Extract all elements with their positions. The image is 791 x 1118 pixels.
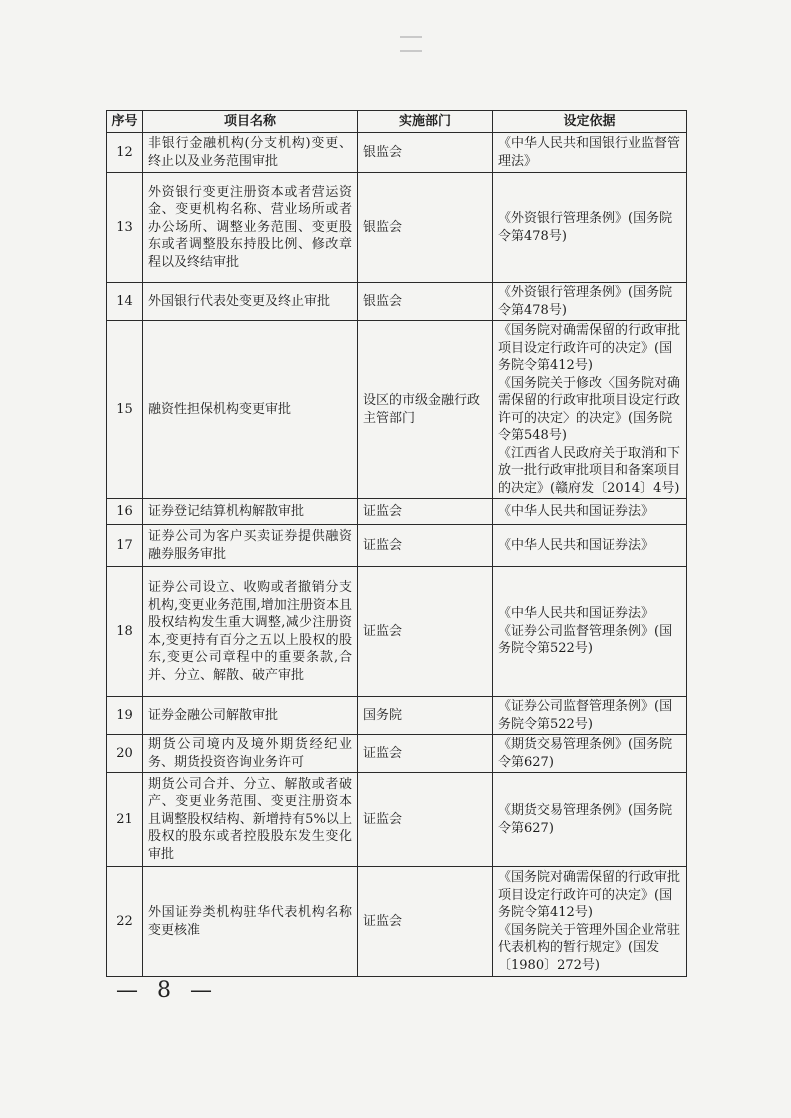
implementing-department: 证监会 bbox=[358, 499, 493, 525]
implementing-department: 银监会 bbox=[358, 173, 493, 283]
table-row bbox=[107, 773, 687, 867]
approval-items-table bbox=[106, 110, 687, 977]
page-number: — 8 — bbox=[116, 978, 218, 1003]
header-basis: 设定依据 bbox=[493, 111, 687, 133]
header-name: 项目名称 bbox=[143, 111, 358, 133]
binding-mark bbox=[400, 36, 422, 52]
implementing-department: 证监会 bbox=[358, 867, 493, 977]
row-number: 20 bbox=[107, 735, 143, 773]
legal-basis-line: 《期货交易管理条例》(国务院令第627) bbox=[498, 803, 673, 836]
legal-basis-line: 《国务院关于管理外国企业常驻代表机构的暂行规定》(国发〔1980〕272号) bbox=[498, 922, 681, 973]
legal-basis-line: 《中华人民共和国证券法》 bbox=[498, 503, 655, 519]
row-number: 14 bbox=[107, 283, 143, 321]
row-number: 15 bbox=[107, 321, 143, 499]
legal-basis bbox=[493, 283, 687, 321]
legal-basis-line: 《中华人民共和国证券法》 bbox=[498, 606, 655, 622]
implementing-department: 银监会 bbox=[358, 283, 493, 321]
table-row bbox=[107, 567, 687, 697]
legal-basis-line: 《证券公司监督管理条例》(国务院令第522号) bbox=[498, 699, 673, 732]
legal-basis-line: 《外资银行管理条例》(国务院令第478号) bbox=[498, 285, 673, 318]
row-number: 18 bbox=[107, 567, 143, 697]
item-name: 融资性担保机构变更审批 bbox=[143, 321, 358, 499]
legal-basis-line: 《期货交易管理条例》(国务院令第627) bbox=[498, 737, 673, 770]
table-row bbox=[107, 697, 687, 735]
table-row bbox=[107, 499, 687, 525]
legal-basis bbox=[493, 735, 687, 773]
table-row bbox=[107, 735, 687, 773]
implementing-department: 银监会 bbox=[358, 133, 493, 173]
item-name: 证券公司设立、收购或者撤销分支机构,变更业务范围,增加注册资本且股权结构发生重大调整,减少注册资本,变更持有百分之五以上股权的股东,变更公司章程中的重要条款,合并、分立、解散、破产审批 bbox=[143, 567, 358, 697]
item-name: 外国银行代表处变更及终止审批 bbox=[143, 283, 358, 321]
legal-basis bbox=[493, 867, 687, 977]
row-number: 16 bbox=[107, 499, 143, 525]
implementing-department: 证监会 bbox=[358, 735, 493, 773]
table-row bbox=[107, 133, 687, 173]
legal-basis bbox=[493, 525, 687, 567]
legal-basis bbox=[493, 567, 687, 697]
row-number: 12 bbox=[107, 133, 143, 173]
row-number: 13 bbox=[107, 173, 143, 283]
item-name: 外资银行变更注册资本或者营运资金、变更机构名称、营业场所或者办公场所、调整业务范围、变更股东或者调整股东持股比例、修改章程以及终结审批 bbox=[143, 173, 358, 283]
table-row bbox=[107, 173, 687, 283]
legal-basis-line: 《国务院对确需保留的行政审批项目设定行政许可的决定》(国务院令第412号) bbox=[498, 870, 681, 920]
header-dept: 实施部门 bbox=[358, 111, 493, 133]
row-number: 17 bbox=[107, 525, 143, 567]
legal-basis bbox=[493, 321, 687, 499]
legal-basis bbox=[493, 697, 687, 735]
legal-basis-line: 《外资银行管理条例》(国务院令第478号) bbox=[498, 211, 673, 244]
implementing-department: 设区的市级金融行政主管部门 bbox=[358, 321, 493, 499]
table-row bbox=[107, 525, 687, 567]
implementing-department: 国务院 bbox=[358, 697, 493, 735]
legal-basis-line: 《中华人民共和国银行业监督管理法》 bbox=[498, 136, 681, 169]
header-num: 序号 bbox=[107, 111, 143, 133]
table-header-row bbox=[107, 111, 687, 133]
legal-basis bbox=[493, 499, 687, 525]
legal-basis bbox=[493, 173, 687, 283]
table-row bbox=[107, 283, 687, 321]
legal-basis bbox=[493, 133, 687, 173]
legal-basis-line: 《证券公司监督管理条例》(国务院令第522号) bbox=[498, 623, 673, 657]
implementing-department: 证监会 bbox=[358, 525, 493, 567]
legal-basis-line: 《江西省人民政府关于取消和下放一批行政审批项目和备案项目的决定》(赣府发〔2014〕4号) bbox=[498, 445, 681, 496]
table-row bbox=[107, 321, 687, 499]
row-number: 19 bbox=[107, 697, 143, 735]
legal-basis bbox=[493, 773, 687, 867]
table-body bbox=[107, 133, 687, 977]
item-name: 期货公司合并、分立、解散或者破产、变更业务范围、变更注册资本且调整股权结构、新增持有5%以上股权的股东或者控股股东发生变化审批 bbox=[143, 773, 358, 867]
row-number: 21 bbox=[107, 773, 143, 867]
item-name: 证券金融公司解散审批 bbox=[143, 697, 358, 735]
implementing-department: 证监会 bbox=[358, 773, 493, 867]
item-name: 证券公司为客户买卖证券提供融资融券服务审批 bbox=[143, 525, 358, 567]
implementing-department: 证监会 bbox=[358, 567, 493, 697]
row-number: 22 bbox=[107, 867, 143, 977]
item-name: 非银行金融机构(分支机构)变更、终止以及业务范围审批 bbox=[143, 133, 358, 173]
item-name: 期货公司境内及境外期货经纪业务、期货投资咨询业务许可 bbox=[143, 735, 358, 773]
table-row bbox=[107, 867, 687, 977]
legal-basis-line: 《国务院对确需保留的行政审批项目设定行政许可的决定》(国务院令第412号) bbox=[498, 323, 681, 373]
item-name: 证券登记结算机构解散审批 bbox=[143, 499, 358, 525]
item-name: 外国证券类机构驻华代表机构名称变更核准 bbox=[143, 867, 358, 977]
legal-basis-line: 《国务院关于修改〈国务院对确需保留的行政审批项目设定行政许可的决定〉的决定》(国务院令第548号) bbox=[498, 375, 681, 443]
legal-basis-line: 《中华人民共和国证券法》 bbox=[498, 537, 655, 553]
